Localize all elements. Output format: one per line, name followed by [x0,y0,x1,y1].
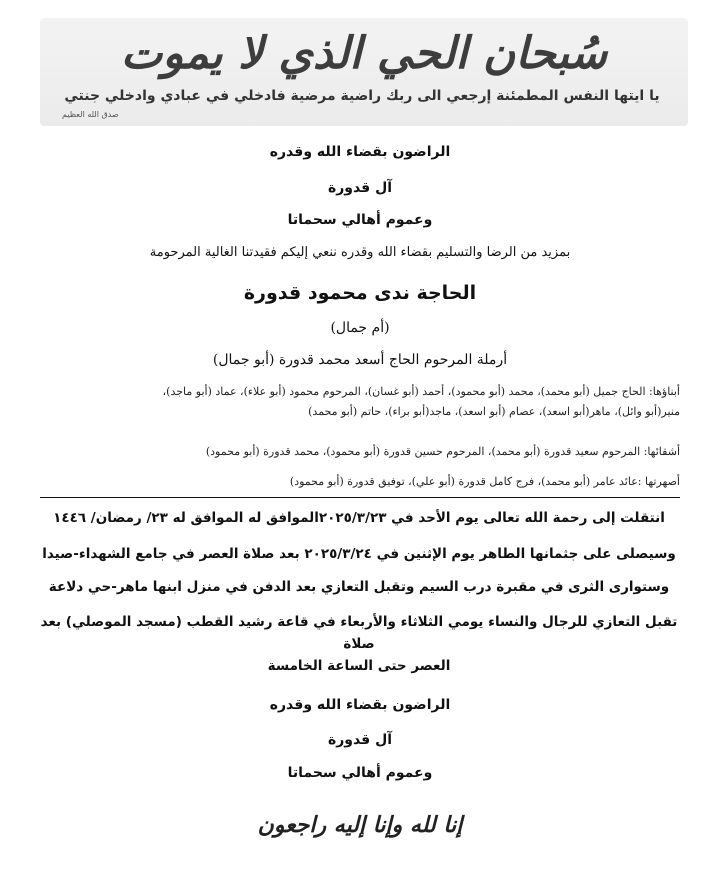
in-laws-list: أصهرتها :عائد عامر (أبو محمد)، فرج كامل قدورة (أبو علي)، توفيق قدورة (أبو محمود) [289,475,680,488]
opening-line-1: الراضون بقضاء الله وقدره [269,144,451,160]
opening-family-name: آل قدورة [327,180,393,196]
closing-line-1: الراضون بقضاء الله وقدره [269,697,451,713]
condolence-line-1: تقبل التعازي للرجال والنساء يومي الثلاثاء والأربعاء في قاعة رشيد القطب (مسجد الموصلي) بعد صلاة [40,614,678,652]
calligraphy-title: سُبحان الحي الذي لا يموت [120,28,608,79]
sons-line-2: منير(أبو وائل)، ماهر(أبو اسعد)، عصام (أبو اسعد)، ماجد(أبو براء)، حاتم (أبو محمد) [308,405,680,418]
widow-of: أرملة المرحوم الحاج أسعد محمد قدورة (أبو جمال) [212,352,508,368]
deceased-kunya: (أم جمال) [330,320,390,336]
condolence-line-2: العصر حتى الساعة الخامسة [267,658,451,674]
announcement-intro: بمزيد من الرضا والتسليم بقضاء الله وقدره ننعي إليكم فقيدتنا الغالية المرحومة [149,245,571,260]
divider [40,497,680,498]
deceased-name: الحاجة ندى محمود قدورة [243,282,477,304]
closing-calligraphy: إنا لله وإنا إليه راجعون [257,812,463,838]
sons-list [40,382,680,422]
death-date-line: انتقلت إلى رحمة الله تعالى يوم الأحد في ٢٠٢٥/٣/٢٣الموافق له الموافق له ٢٣/ رمضان/ ١٤٤٦ [53,510,665,526]
brothers-list: أشقائها: المرحوم سعيد قدورة (أبو محمد)، المرحوم حسين قدورة (أبو محمود)، محمد قدورة (أبو محمود) [205,445,680,458]
funeral-prayer-line: وسيصلى على جثمانها الطاهر يوم الإثنين في ٢٠٢٥/٣/٢٤ بعد صلاة العصر في جامع الشهداء-صيدا [42,546,676,562]
condolence-block [38,611,680,677]
verse-source: صدق الله العظيم [62,110,119,119]
sons-line-1: أبناؤها: الحاج جميل (أبو محمد)، محمد (أبو محمود)، أحمد (أبو غسان)، المرحوم محمود (أبو علاء)، عماد (أبو ماجد)، [162,385,680,398]
quran-verse: يا ايتها النفس المطمئنة إرجعي الى ربك راضية مرضية فادخلي في عبادي وادخلي جنتي [64,88,660,104]
header-banner [40,18,688,126]
opening-line-3: وعموم أهالي سحماتا [287,212,433,228]
closing-line-3: وعموم أهالي سحماتا [287,765,433,781]
burial-line: وستوارى الثرى في مقبرة درب السيم وتقبل التعازي بعد الدفن في منزل ابنها ماهر-حي دلاعة [48,579,670,595]
closing-family-name: آل قدورة [327,732,393,748]
